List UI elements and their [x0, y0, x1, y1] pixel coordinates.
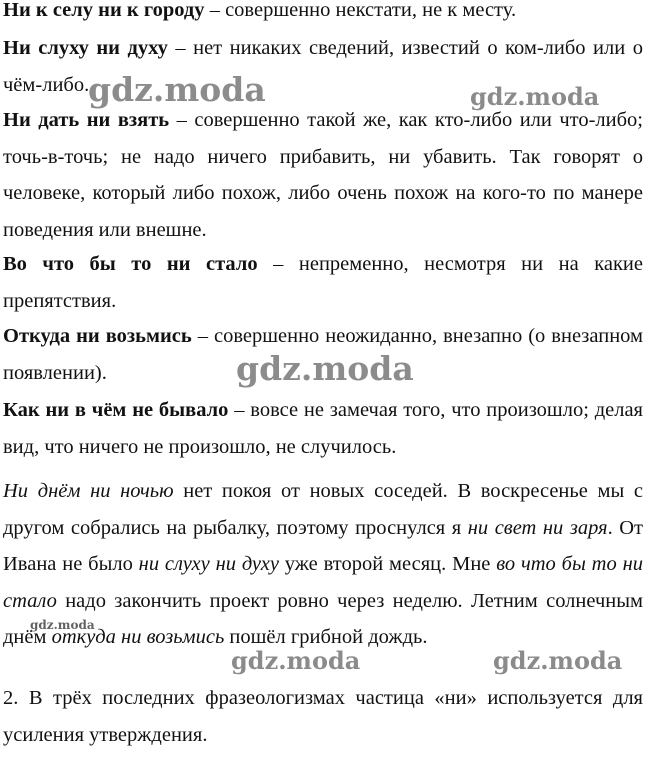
watermark: gdz.moda	[88, 70, 266, 109]
idiom-definition: – совершенно такой же, как кто-либо или что-либо; точь-в-точь; не надо ничего прибавить, ни убавить. Так говорят о человеке, который либо похож, либо очень похож на кого-то по манере поведения или внешне.	[3, 109, 643, 241]
idiom-term: Как ни в чём не бывало	[3, 399, 229, 421]
story-text: пошёл грибной дождь.	[224, 626, 428, 648]
idiom-entry	[3, 392, 643, 465]
idiom-term: Откуда ни возьмись	[3, 325, 192, 347]
idiom-definition: – непременно, несмотря ни на какие препятствия.	[3, 253, 643, 312]
idiom-term: Ни дать ни взять	[3, 109, 170, 131]
story-idiom: ни свет ни заря	[467, 516, 608, 539]
idiom-definition: – совершенно некстати, не к месту.	[204, 0, 517, 21]
idiom-entry	[3, 246, 643, 319]
idiom-term: Ни слуху ни духу	[3, 37, 168, 59]
watermark: gdz.moda	[493, 646, 623, 675]
watermark: gdz.moda	[30, 618, 95, 632]
idiom-term: Ни к селу ни к городу	[3, 0, 205, 21]
idiom-entry	[3, 0, 643, 29]
watermark: gdz.moda	[231, 646, 361, 675]
story-idiom: Ни днём ни ночью	[3, 480, 174, 502]
watermark: gdz.moda	[236, 349, 414, 388]
story-text: нет покоя от новых соседей. В воскресенье мы с другом собрались на рыбалку, поэтому проснулся я	[3, 480, 643, 539]
idiom-definition: – нет никаких сведений, известий о ком-либо или о чём-либо.	[3, 37, 643, 96]
story-idiom: ни слуху ни духу	[138, 553, 279, 575]
story-text: . От Ивана не было	[3, 516, 644, 575]
idiom-term: Во что бы то ни стало	[3, 253, 258, 275]
example-story	[3, 473, 643, 656]
story-text: уже второй месяц. Мне	[278, 553, 497, 575]
conclusion-paragraph: 2. В трёх последних фразеологизмах частица «ни» используется для усиления утверждения.	[3, 687, 643, 746]
story-idiom: откуда ни возьмись	[51, 626, 225, 648]
idiom-definition: – вовсе не замечая того, что произошло; делая вид, что ничего не произошло, не случилось.	[3, 399, 643, 458]
story-idiom: во что бы то ни стало	[3, 553, 644, 612]
idiom-entry	[3, 102, 643, 248]
idiom-definition: – совершенно неожиданно, внезапно (о внезапном появлении).	[3, 325, 643, 384]
watermark: gdz.moda	[470, 82, 600, 111]
story-text: надо закончить проект ровно через неделю. Летним солнечным днём	[3, 589, 643, 648]
